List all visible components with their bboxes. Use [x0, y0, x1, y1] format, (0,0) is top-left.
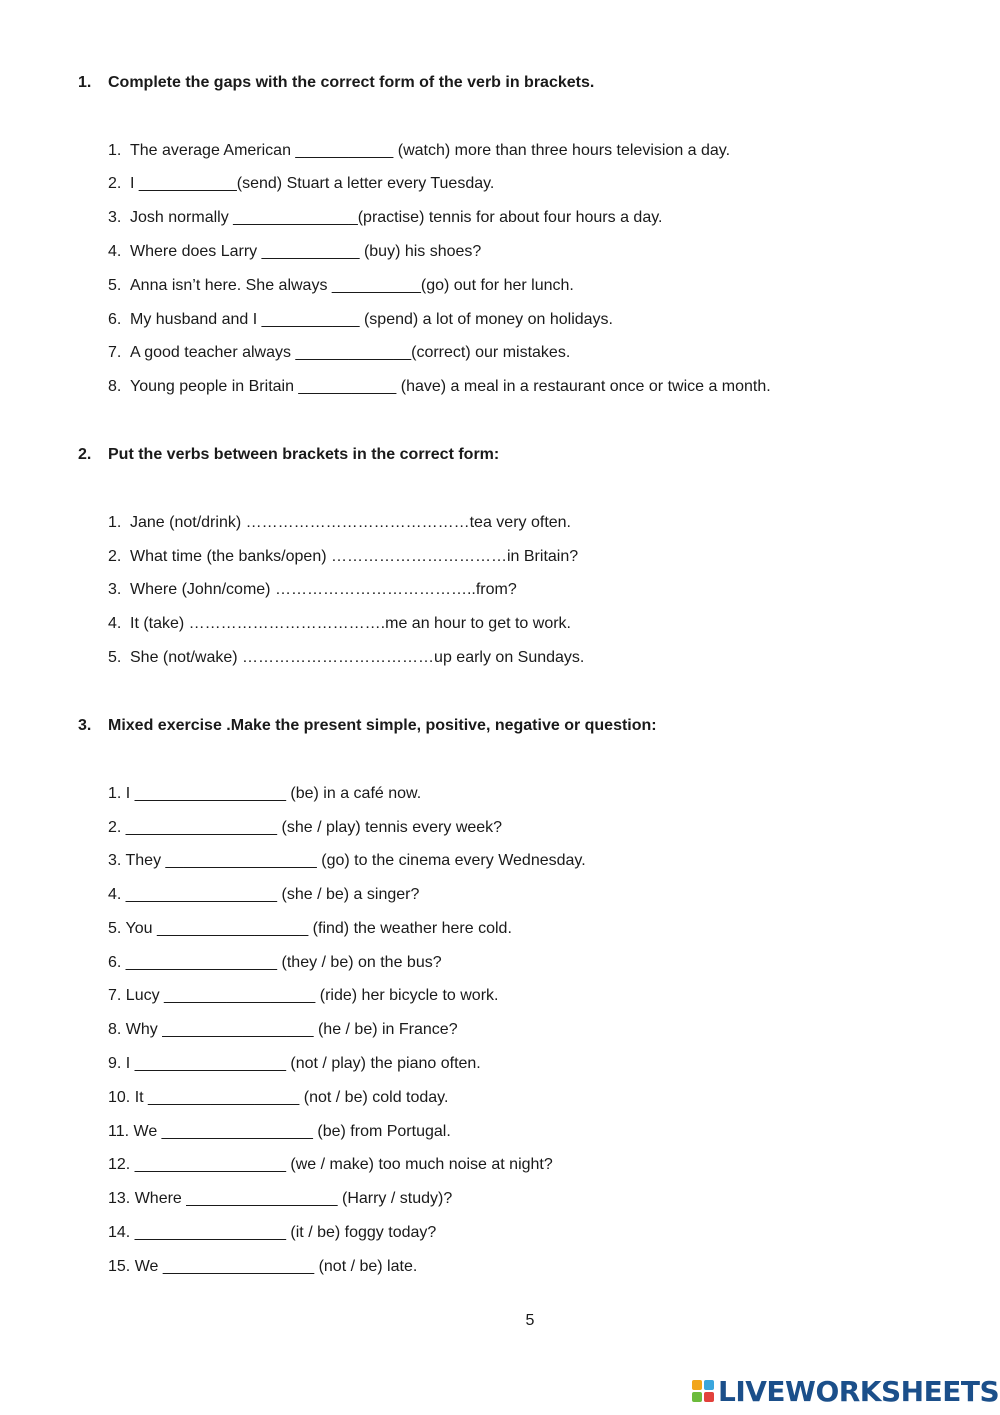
- item-number: 8.: [108, 1021, 122, 1038]
- item-number: 15.: [108, 1258, 131, 1275]
- item-text: I _________________ (be) in a café now.: [125, 785, 422, 802]
- item-text: They _________________ (go) to the cinema every Wednesday.: [125, 852, 586, 869]
- item-number: 11.: [108, 1123, 130, 1140]
- item-text: _________________ (we / make) too much noise at night?: [134, 1156, 553, 1173]
- exercise-item: [108, 581, 517, 599]
- item-text: _________________ (they / be) on the bus?: [125, 954, 442, 971]
- exercise-item: [108, 311, 613, 329]
- item-text: You _________________ (find) the weather here cold.: [125, 920, 512, 937]
- exercise-item: [108, 1123, 451, 1141]
- exercise-item: [108, 1224, 436, 1242]
- item-text: The average American ___________ (watch) more than three hours television a day.: [130, 142, 731, 159]
- exercise-item: [108, 987, 498, 1005]
- item-number: 1.: [108, 142, 122, 159]
- section-2-heading: [78, 446, 499, 464]
- exercise-item: [108, 142, 730, 160]
- exercise-item: [108, 175, 494, 193]
- item-text: What time (the banks/open) ……………………………in Britain?: [130, 548, 579, 565]
- item-text: _________________ (it / be) foggy today?: [134, 1224, 437, 1241]
- item-number: 6.: [108, 311, 122, 328]
- exercise-item: [108, 819, 502, 837]
- item-number: 4.: [108, 243, 122, 260]
- item-number: 5.: [108, 277, 122, 294]
- logo-text: LIVEWORKSHEETS: [718, 1374, 1000, 1408]
- exercise-item: [108, 852, 586, 870]
- item-text: _________________ (she / be) a singer?: [125, 886, 420, 903]
- logo-grid-icon: [692, 1380, 714, 1402]
- item-number: 2.: [108, 819, 122, 836]
- exercise-item: [108, 344, 570, 362]
- item-text: Young people in Britain ___________ (have) a meal in a restaurant once or twice a month.: [130, 378, 771, 395]
- item-text: We _________________ (not / be) late.: [134, 1258, 418, 1275]
- exercise-item: [108, 378, 771, 396]
- exercise-item: [108, 548, 578, 566]
- exercise-item: [108, 1055, 481, 1073]
- item-number: 3.: [108, 852, 122, 869]
- exercise-item: [108, 209, 662, 227]
- item-number: 10.: [108, 1089, 131, 1106]
- item-text: It _________________ (not / be) cold today.: [134, 1089, 449, 1106]
- item-text: She (not/wake) ………………………………up early on Sundays.: [130, 649, 585, 666]
- item-text: _________________ (she / play) tennis every week?: [125, 819, 503, 836]
- item-text: It (take) ……………………………….me an hour to get to work.: [130, 615, 571, 632]
- exercise-item: [108, 886, 419, 904]
- exercise-item: [108, 277, 574, 295]
- item-text: Where (John/come) ………………………………..from?: [130, 581, 517, 598]
- item-text: I ___________(send) Stuart a letter every Tuesday.: [130, 175, 495, 192]
- item-number: 1.: [108, 785, 122, 802]
- item-text: I _________________ (not / play) the piano often.: [125, 1055, 481, 1072]
- section-1-heading: [78, 74, 594, 92]
- exercise-item: [108, 649, 584, 667]
- exercise-item: [108, 1258, 417, 1276]
- page-number: 5: [525, 1312, 535, 1329]
- item-number: 12.: [108, 1156, 131, 1173]
- item-number: 6.: [108, 954, 122, 971]
- exercise-item: [108, 1021, 458, 1039]
- item-number: 5.: [108, 649, 122, 666]
- section-number: 3.: [78, 717, 92, 734]
- item-text: Josh normally ______________(practise) tennis for about four hours a day.: [130, 209, 663, 226]
- section-3-heading: [78, 717, 657, 735]
- exercise-item: [108, 514, 571, 532]
- section-number: 2.: [78, 446, 92, 463]
- item-number: 5.: [108, 920, 122, 937]
- exercise-item: [108, 1190, 452, 1208]
- item-number: 2.: [108, 548, 122, 565]
- item-number: 4.: [108, 886, 122, 903]
- item-number: 13.: [108, 1190, 131, 1207]
- exercise-item: [108, 785, 421, 803]
- item-number: 2.: [108, 175, 122, 192]
- exercise-item: [108, 920, 512, 938]
- exercise-item: [108, 615, 571, 633]
- item-number: 7.: [108, 987, 122, 1004]
- item-text: Why _________________ (he / be) in France?: [125, 1021, 458, 1038]
- section-title: Put the verbs between brackets in the correct form:: [108, 446, 500, 463]
- item-number: 7.: [108, 344, 122, 361]
- exercise-item: [108, 1089, 448, 1107]
- section-title: Mixed exercise .Make the present simple, positive, negative or question:: [108, 717, 657, 734]
- item-number: 4.: [108, 615, 122, 632]
- exercise-item: [108, 243, 481, 261]
- item-number: 14.: [108, 1224, 131, 1241]
- section-title: Complete the gaps with the correct form of the verb in brackets.: [108, 74, 595, 91]
- item-text: Lucy _________________ (ride) her bicycle to work.: [125, 987, 499, 1004]
- item-text: Anna isn’t here. She always __________(go) out for her lunch.: [130, 277, 574, 294]
- item-number: 1.: [108, 514, 122, 531]
- item-number: 9.: [108, 1055, 122, 1072]
- item-text: A good teacher always _____________(correct) our mistakes.: [130, 344, 571, 361]
- item-number: 3.: [108, 581, 122, 598]
- section-number: 1.: [78, 74, 92, 91]
- item-text: Where _________________ (Harry / study)?: [134, 1190, 453, 1207]
- item-number: 3.: [108, 209, 122, 226]
- liveworksheets-logo: [692, 1374, 999, 1408]
- exercise-item: [108, 1156, 553, 1174]
- item-number: 8.: [108, 378, 122, 395]
- item-text: Jane (not/drink) ……………………………………tea very often.: [130, 514, 571, 531]
- item-text: We _________________ (be) from Portugal.: [133, 1123, 451, 1140]
- item-text: My husband and I ___________ (spend) a lot of money on holidays.: [130, 311, 613, 328]
- item-text: Where does Larry ___________ (buy) his shoes?: [130, 243, 482, 260]
- exercise-item: [108, 954, 442, 972]
